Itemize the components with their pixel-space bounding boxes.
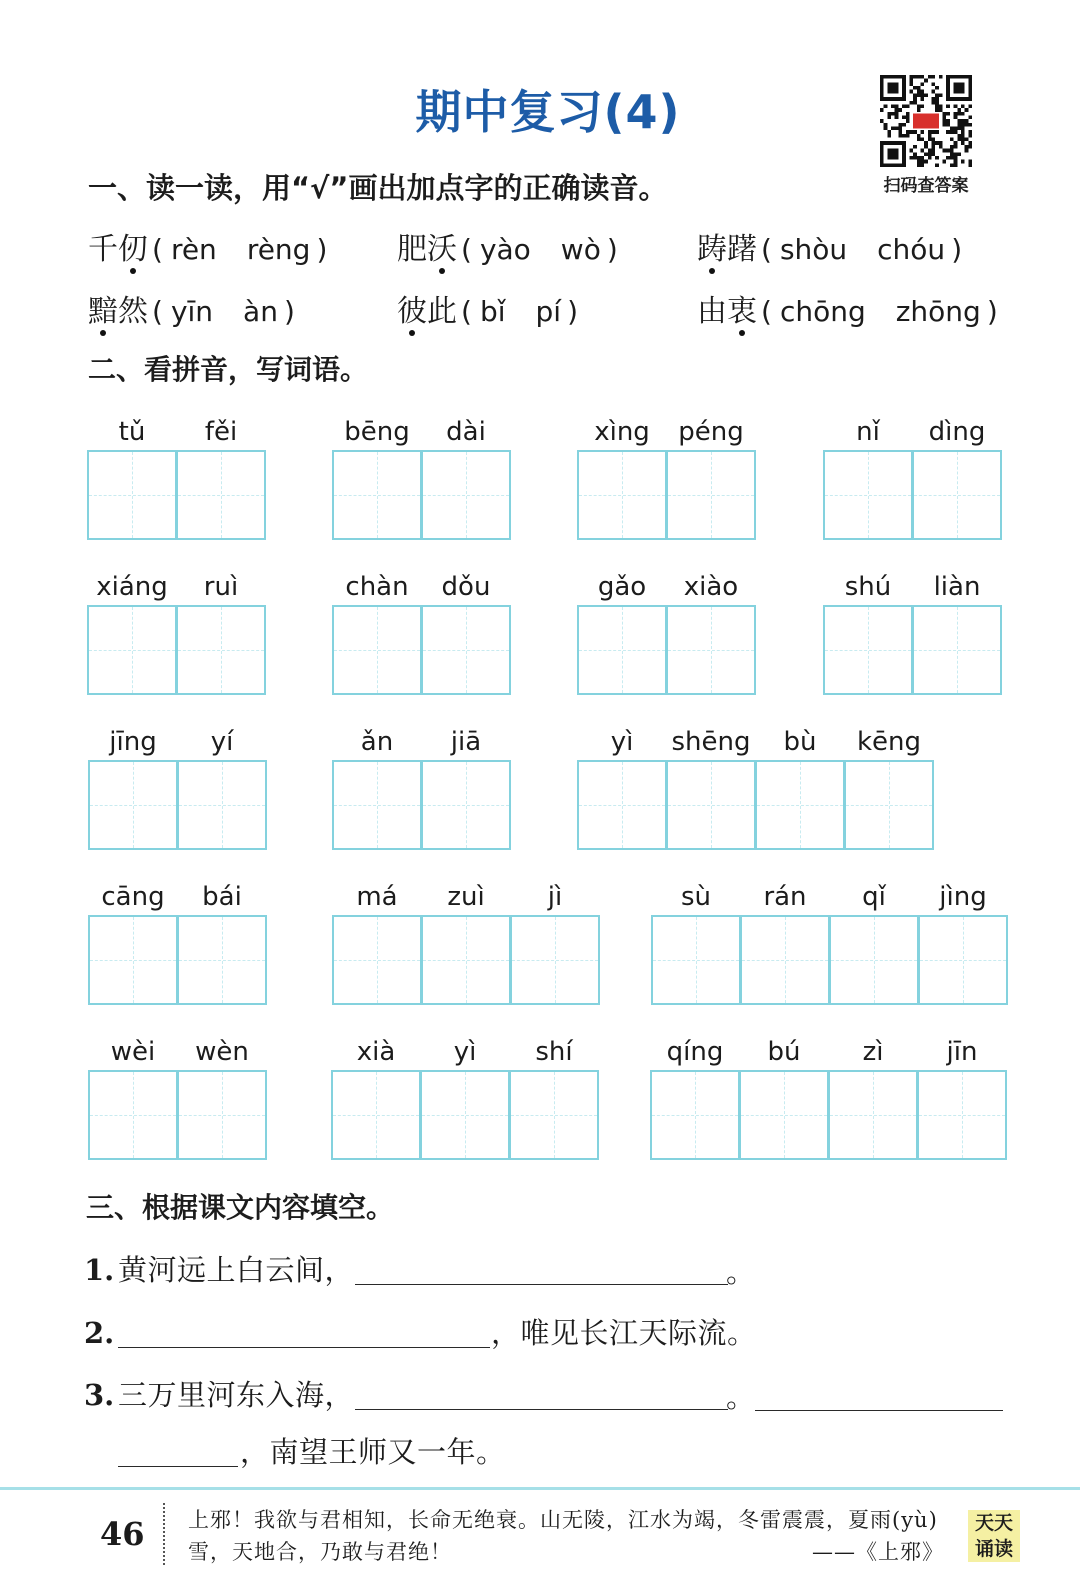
answer-blank bbox=[755, 1410, 1003, 1411]
word-writing-group bbox=[331, 1036, 599, 1160]
close-paren: ) bbox=[283, 295, 295, 328]
close-paren: ) bbox=[567, 295, 578, 328]
pinyin-label: má bbox=[356, 882, 398, 912]
writing-box bbox=[740, 915, 830, 1005]
footer-separator bbox=[163, 1503, 165, 1565]
close-paren: ) bbox=[316, 233, 328, 266]
question-3-number: 3. bbox=[84, 1378, 115, 1412]
writing-box bbox=[421, 450, 511, 540]
pinyin-label: zuì bbox=[447, 882, 485, 912]
qr-label: 扫码查答案 bbox=[883, 176, 969, 196]
section-1-heading: 一、读一读，用“√”画出加点字的正确读音。 bbox=[88, 171, 668, 205]
word-writing-group bbox=[87, 416, 266, 540]
pinyin-label: wèn bbox=[195, 1037, 249, 1067]
writing-box bbox=[177, 760, 267, 850]
writing-box bbox=[421, 605, 511, 695]
writing-box bbox=[651, 915, 741, 1005]
pinyin-label: yì bbox=[453, 1037, 477, 1067]
badge-line-2: 诵读 bbox=[974, 1538, 1013, 1560]
writing-box bbox=[666, 760, 756, 850]
reading-item bbox=[697, 292, 998, 332]
writing-box bbox=[88, 915, 178, 1005]
pronunciation-option: shòu bbox=[779, 233, 848, 266]
writing-box bbox=[666, 450, 756, 540]
pinyin-label: tǔ bbox=[118, 417, 146, 447]
writing-box bbox=[332, 450, 422, 540]
pinyin-label: bú bbox=[767, 1037, 801, 1067]
pronunciation-option: zhōng bbox=[895, 295, 981, 328]
pinyin-label: dǒu bbox=[441, 572, 491, 602]
pinyin-label: wèi bbox=[110, 1037, 156, 1067]
writing-box bbox=[918, 915, 1008, 1005]
question-1-period: 。 bbox=[726, 1255, 756, 1289]
pinyin-label: shēng bbox=[671, 727, 751, 757]
writing-box bbox=[331, 1070, 421, 1160]
word-writing-group bbox=[332, 881, 600, 1005]
pinyin-label: bù bbox=[783, 727, 817, 757]
pronunciation-option: rèn bbox=[170, 233, 217, 266]
writing-box bbox=[650, 1070, 740, 1160]
answer-blank bbox=[355, 1284, 728, 1285]
pronunciation-option: àn bbox=[243, 295, 278, 328]
writing-box bbox=[823, 450, 913, 540]
close-paren: ) bbox=[606, 233, 618, 266]
badge-line-1: 天天 bbox=[974, 1512, 1013, 1534]
pinyin-label: kēng bbox=[856, 727, 922, 757]
dotted-character: 仞 bbox=[118, 230, 148, 270]
word-writing-group bbox=[332, 571, 511, 695]
writing-box bbox=[739, 1070, 829, 1160]
writing-box bbox=[421, 915, 511, 1005]
writing-box bbox=[829, 915, 919, 1005]
pinyin-label: qíng bbox=[666, 1037, 724, 1067]
word-writing-group bbox=[332, 726, 511, 850]
pronunciation-option: rèng bbox=[246, 233, 311, 266]
open-paren: ( bbox=[761, 233, 772, 266]
reading-item bbox=[88, 292, 295, 332]
writing-box bbox=[332, 915, 422, 1005]
pinyin-label: cāng bbox=[101, 882, 165, 912]
pinyin-label: xìng bbox=[594, 417, 650, 447]
word-writing-group bbox=[88, 1036, 267, 1160]
open-paren: ( bbox=[152, 295, 163, 328]
section-3-heading: 三、根据课文内容填空。 bbox=[86, 1191, 395, 1224]
question-2-text: ，唯见长江天际流。 bbox=[491, 1316, 757, 1350]
pinyin-label: xiào bbox=[683, 572, 739, 602]
footer-divider bbox=[0, 1487, 1080, 1490]
dotted-character: 沃 bbox=[427, 230, 457, 270]
character: 然 bbox=[118, 294, 148, 329]
character: 由 bbox=[697, 294, 727, 329]
page-title: 期中复习(4) bbox=[415, 85, 681, 139]
writing-box bbox=[510, 915, 600, 1005]
question-1-number: 1. bbox=[84, 1253, 115, 1287]
pinyin-label: dìng bbox=[928, 417, 986, 447]
qr-code bbox=[880, 75, 972, 167]
writing-box bbox=[823, 605, 913, 695]
word-writing-group bbox=[577, 726, 934, 850]
character: 躇 bbox=[727, 232, 757, 267]
word-writing-group bbox=[650, 1036, 1007, 1160]
word-writing-group bbox=[577, 416, 756, 540]
question-3-continuation: ，南望王师又一年。 bbox=[240, 1435, 506, 1469]
pinyin-label: nǐ bbox=[856, 417, 880, 447]
pronunciation-option: yào bbox=[479, 233, 531, 266]
question-1-text: 黄河远上白云间， bbox=[118, 1253, 355, 1287]
word-writing-group bbox=[577, 571, 756, 695]
pronunciation-option: wò bbox=[560, 233, 601, 266]
writing-box bbox=[176, 605, 266, 695]
section-2-heading: 二、看拼音，写词语。 bbox=[88, 353, 369, 386]
reading-item bbox=[88, 230, 327, 270]
poem-source: ——《上邪》 bbox=[812, 1540, 944, 1564]
pinyin-label: sù bbox=[680, 882, 712, 912]
word-writing-group bbox=[88, 726, 267, 850]
question-3-text: 三万里河东入海， bbox=[118, 1378, 355, 1412]
dotted-character: 衷 bbox=[727, 292, 757, 332]
pinyin-label: fěi bbox=[204, 417, 238, 447]
pinyin-label: jīn bbox=[946, 1037, 978, 1067]
open-paren: ( bbox=[461, 233, 472, 266]
word-writing-group bbox=[651, 881, 1008, 1005]
writing-box bbox=[176, 450, 266, 540]
pronunciation-option: chóu bbox=[877, 233, 946, 266]
character: 千 bbox=[88, 232, 118, 267]
pinyin-label: chàn bbox=[345, 572, 409, 602]
writing-box bbox=[177, 1070, 267, 1160]
poem-line-2: 雪，天地合，乃敢与君绝！ bbox=[188, 1540, 452, 1564]
answer-blank bbox=[118, 1347, 490, 1348]
page-number: 46 bbox=[100, 1515, 145, 1553]
writing-box bbox=[87, 450, 177, 540]
writing-box bbox=[917, 1070, 1007, 1160]
word-writing-group bbox=[88, 881, 267, 1005]
pinyin-label: jì bbox=[547, 882, 563, 912]
pinyin-label: shú bbox=[844, 572, 892, 602]
character: 此 bbox=[427, 294, 457, 329]
open-paren: ( bbox=[761, 295, 772, 328]
pinyin-label: gǎo bbox=[597, 572, 647, 602]
answer-blank bbox=[355, 1409, 728, 1410]
pinyin-label: jīng bbox=[109, 727, 157, 757]
question-2-number: 2. bbox=[84, 1316, 115, 1350]
writing-box bbox=[577, 450, 667, 540]
pinyin-label: ǎn bbox=[360, 727, 394, 757]
pinyin-label: xià bbox=[356, 1037, 396, 1067]
pinyin-label: yì bbox=[610, 727, 634, 757]
pinyin-label: bēng bbox=[344, 417, 410, 447]
writing-box bbox=[332, 760, 422, 850]
pinyin-label: qǐ bbox=[862, 882, 886, 912]
pinyin-label: xiáng bbox=[96, 572, 168, 602]
pinyin-label: yí bbox=[210, 727, 234, 757]
writing-box bbox=[88, 760, 178, 850]
pronunciation-option: chōng bbox=[779, 295, 866, 328]
pronunciation-option: yīn bbox=[170, 295, 214, 328]
writing-box bbox=[332, 605, 422, 695]
dotted-character: 黯 bbox=[88, 292, 118, 332]
poem-line-1: 上邪！我欲与君相知，长命无绝衰。山无陵，江水为竭，冬雷震震，夏雨(yù) bbox=[188, 1508, 938, 1532]
word-writing-group bbox=[823, 571, 1002, 695]
reading-item bbox=[397, 292, 578, 332]
word-writing-group bbox=[87, 571, 266, 695]
writing-box bbox=[912, 605, 1002, 695]
writing-box bbox=[912, 450, 1002, 540]
pronunciation-option: bǐ bbox=[479, 295, 506, 328]
dotted-character: 彼 bbox=[397, 292, 427, 332]
open-paren: ( bbox=[152, 233, 163, 266]
writing-box bbox=[177, 915, 267, 1005]
writing-box bbox=[577, 760, 667, 850]
question-3-period: 。 bbox=[726, 1380, 756, 1414]
pinyin-label: jiā bbox=[450, 727, 482, 757]
writing-box bbox=[88, 1070, 178, 1160]
pinyin-label: zì bbox=[862, 1037, 884, 1067]
writing-box bbox=[509, 1070, 599, 1160]
pinyin-label: rán bbox=[763, 882, 807, 912]
dotted-character: 踌 bbox=[697, 230, 727, 270]
pinyin-label: ruì bbox=[203, 572, 239, 602]
pinyin-label: bái bbox=[202, 882, 242, 912]
writing-box bbox=[666, 605, 756, 695]
word-writing-group bbox=[332, 416, 511, 540]
pronunciation-option: pí bbox=[535, 295, 562, 328]
pinyin-label: shí bbox=[535, 1037, 573, 1067]
character: 肥 bbox=[397, 232, 427, 267]
close-paren: ) bbox=[951, 233, 963, 266]
pinyin-label: dài bbox=[446, 417, 486, 447]
daily-recitation-badge bbox=[968, 1510, 1020, 1562]
pinyin-label: jìng bbox=[939, 882, 987, 912]
word-writing-group bbox=[823, 416, 1002, 540]
writing-box bbox=[755, 760, 845, 850]
writing-box bbox=[844, 760, 934, 850]
reading-item bbox=[397, 230, 618, 270]
open-paren: ( bbox=[461, 295, 472, 328]
writing-box bbox=[87, 605, 177, 695]
reading-item bbox=[697, 230, 962, 270]
writing-box bbox=[421, 760, 511, 850]
pinyin-label: liàn bbox=[933, 572, 981, 602]
pinyin-label: péng bbox=[678, 417, 744, 447]
close-paren: ) bbox=[986, 295, 998, 328]
answer-blank bbox=[118, 1466, 238, 1467]
writing-box bbox=[420, 1070, 510, 1160]
writing-box bbox=[828, 1070, 918, 1160]
writing-box bbox=[577, 605, 667, 695]
